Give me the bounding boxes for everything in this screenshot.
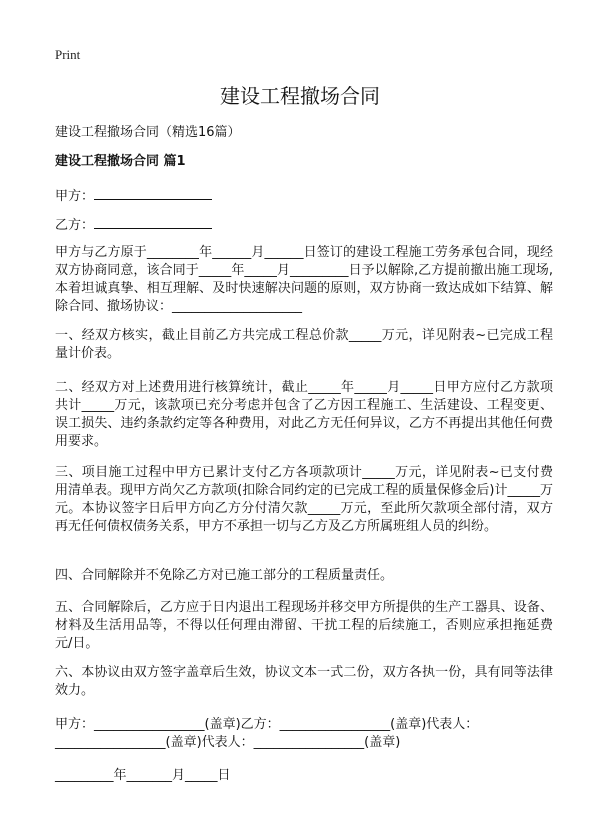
party-a-label: 甲方： (55, 189, 95, 204)
party-b-line (55, 214, 212, 233)
paragraph-preamble: 甲方与乙方原于________年______月______日签订的建设工程施工劳务承包合同，现经双方协商同意，该合同于_____年_____月_________日予以解除,乙方提前撤出施工现场,本着坦诚真挚、相互理解、及时快速解决问题的原则，双方协商一致达成如下结算、解除合同、撤场协议：____________________ (55, 245, 553, 314)
paragraph-clause-4: 四、合同解除并不免除乙方对已施工部分的工程质量责任。 (55, 568, 394, 583)
signature-line-1: 甲方：_________________(盖章)乙方：_________________(盖章)代表人： (55, 717, 479, 732)
party-b-label: 乙方： (55, 218, 95, 233)
print-link[interactable]: Print (55, 47, 81, 62)
section-heading: 建设工程撤场合同 篇1 (55, 154, 186, 169)
party-a-blank (94, 187, 212, 200)
signature-date: _________年_______月_____日 (55, 768, 231, 783)
paragraph-clause-1: 一、经双方核实，截止目前乙方共完成工程总价款_____万元，详见附表~已完成工程量计价表。 (55, 328, 553, 361)
party-a-line (55, 185, 212, 204)
paragraph-clause-6: 六、本协议由双方签字盖章后生效，协议文本一式二份，双方各执一份，具有同等法律效力。 (55, 665, 553, 698)
party-b-blank (94, 216, 212, 229)
paragraph-clause-2: 二、经双方对上述费用进行核算统计，截止_____年_____月_____日甲方应付乙方款项共计_____万元，该款项已充分考虑并包含了乙方因工程施工、生活建设、工程变更、误工损失、违约条款约定等各种费用，对此乙方无任何异议，乙方不再提出其他任何费用要求。 (55, 380, 553, 449)
signature-line-2: _________________(盖章)代表人：_________________(盖章) (55, 735, 401, 750)
document-title: 建设工程撤场合同 (220, 84, 380, 108)
paragraph-clause-3: 三、项目施工过程中甲方已累计支付乙方各项款项计_____万元，详见附表~已支付费用清单表。现甲方尚欠乙方款项(扣除合同约定的已完成工程的质量保修金后)计_____万元。本协议签字日后甲方向乙方分付清欠款_____万元，至此所欠款项全部付清，双方再无任何债权债务关系，甲方不承担一切与乙方及乙方所属班组人员的纠纷。 (55, 465, 553, 534)
document-subtitle: 建设工程撤场合同（精选16篇） (55, 125, 241, 140)
paragraph-clause-5: 五、合同解除后，乙方应于日内退出工程现场并移交甲方所提供的生产工器具、设备、材料及生活用品等，不得以任何理由滞留、干扰工程的后续施工，否则应承担拖延费元/日。 (55, 600, 553, 651)
